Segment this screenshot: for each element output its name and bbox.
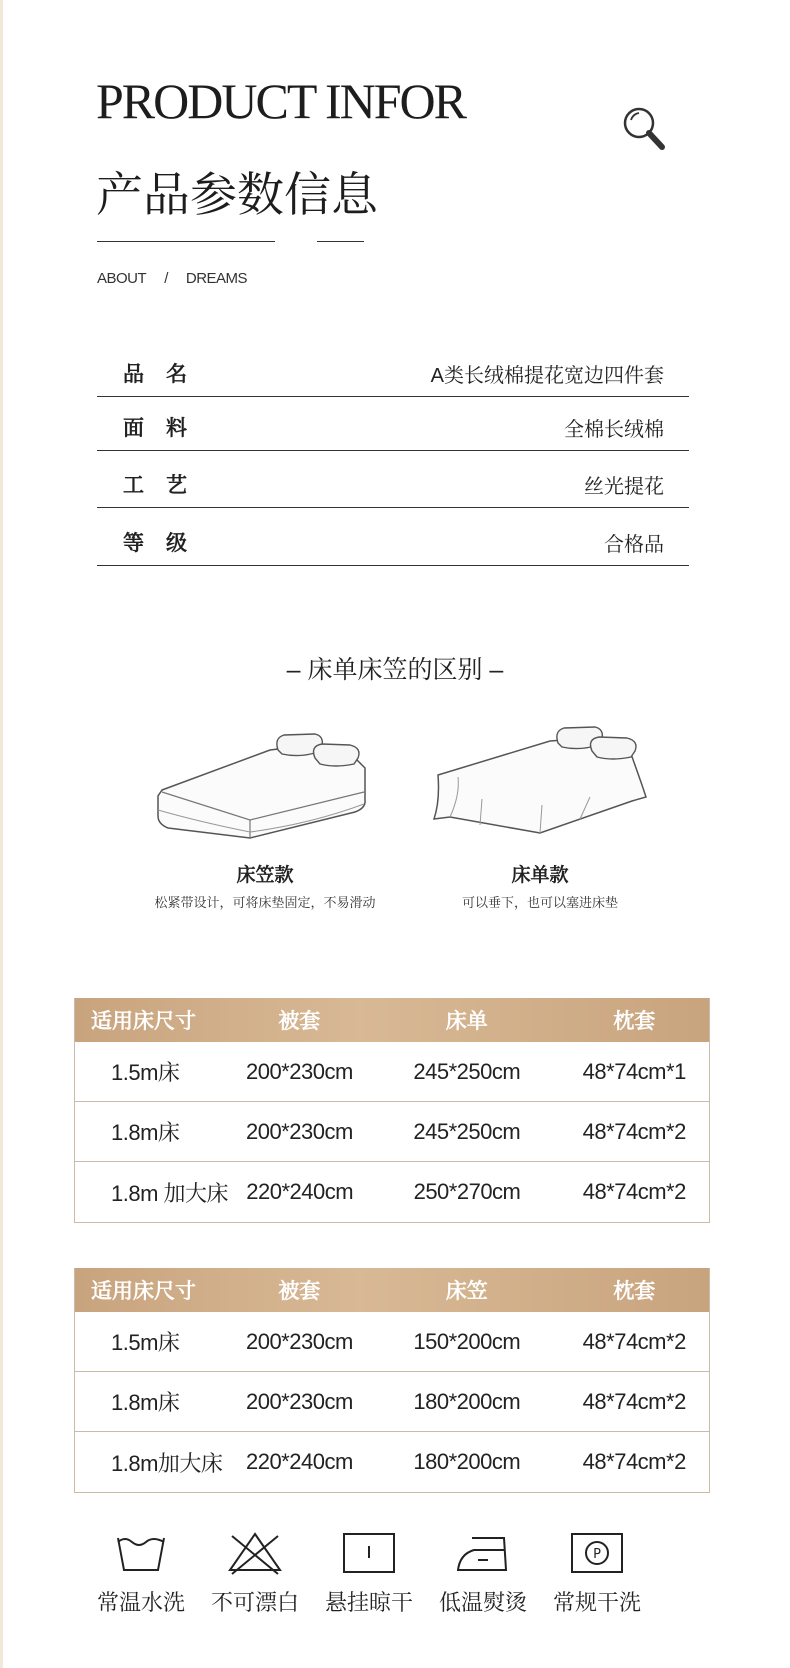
left-edge-strip: [0, 0, 3, 1668]
table-cell: 200*230cm: [245, 1118, 353, 1144]
hero-title-cn: 产品参数信息: [96, 168, 378, 223]
table-cell: 250*270cm: [413, 1179, 521, 1204]
fitted-desc: 松紧带设计，可将床垫固定，不易滑动: [154, 895, 376, 910]
table-row: [75, 1312, 709, 1372]
care-item-bleach: [200, 1530, 310, 1617]
header-cell: 被套: [278, 1010, 321, 1033]
table-cell: 48*74cm*2: [582, 1449, 686, 1474]
table-cell: 1.8m加大床: [111, 1450, 223, 1476]
table-cell: 245*250cm: [413, 1058, 521, 1084]
table-cell: 1.5m床: [111, 1330, 180, 1355]
spec-value: 合格品: [604, 534, 664, 556]
table-row: [75, 1102, 709, 1162]
hero-title-en: PRODUCT INFOR: [96, 73, 465, 129]
table-header: [75, 998, 709, 1042]
header-cell: 适用床尺寸: [91, 1280, 196, 1303]
table-cell: 200*230cm: [245, 1328, 353, 1354]
spec-value: A类长绒棉提花宽边四件套: [430, 365, 664, 387]
flat-name: 床单款: [511, 865, 569, 886]
table-cell: 180*200cm: [413, 1449, 521, 1474]
table-cell: 200*230cm: [245, 1388, 353, 1414]
table-row: [75, 1162, 709, 1222]
spec-label: 品名: [123, 363, 209, 386]
hang-dry-icon: [340, 1530, 398, 1576]
table-cell: 48*74cm*1: [582, 1058, 686, 1084]
spec-row-craft: [97, 451, 689, 508]
search-icon: [620, 105, 668, 153]
difference-title: – 床单床笠的区别 –: [286, 656, 504, 684]
care-item-dryclean: [542, 1530, 652, 1617]
table-cell: 220*240cm: [245, 1449, 353, 1474]
care-label: 低温熨烫: [438, 1590, 527, 1615]
dreams-text: DREAMS: [185, 270, 248, 287]
wash-basin-icon: [112, 1530, 170, 1576]
flat-desc: 可以垂下，也可以塞进床垫: [461, 895, 618, 910]
spec-value: 丝光提花: [584, 476, 664, 498]
table-cell: 180*200cm: [413, 1388, 521, 1414]
spec-label: 面料: [123, 417, 209, 440]
table-cell: 150*200cm: [413, 1328, 521, 1354]
care-label: 常温水洗: [96, 1590, 185, 1615]
about-dreams-caption: [97, 270, 247, 287]
table-cell: 1.8m 加大床: [111, 1180, 229, 1206]
table-header: [75, 1268, 709, 1312]
header-rule-long: [97, 241, 275, 242]
care-label: 常规干洗: [552, 1590, 641, 1615]
spec-label: 等级: [123, 532, 209, 555]
spec-label: 工艺: [123, 474, 209, 497]
fitted-name: 床笠款: [236, 865, 294, 886]
spec-row-grade: [97, 508, 689, 566]
header-cell: 床单: [445, 1010, 488, 1033]
table-cell: 48*74cm*2: [582, 1179, 686, 1204]
spec-row-fabric: [97, 397, 689, 451]
size-table-fitted: [74, 1268, 710, 1493]
care-item-iron: [428, 1530, 538, 1617]
spec-row-name: [97, 341, 689, 397]
table-row: [75, 1042, 709, 1102]
header-cell: 床笠: [445, 1280, 488, 1303]
table-cell: 220*240cm: [246, 1179, 354, 1204]
table-cell: 245*250cm: [413, 1118, 521, 1144]
care-item-wash: [86, 1530, 196, 1617]
about-text: ABOUT: [97, 270, 147, 287]
about-separator: /: [164, 270, 168, 287]
table-cell: 1.8m床: [111, 1390, 180, 1415]
spec-list: [97, 341, 689, 566]
flat-sheet-illustration: [420, 715, 660, 855]
size-table-flat: [74, 998, 710, 1223]
svg-text:P: P: [593, 1547, 601, 1562]
header-cell: 枕套: [613, 1010, 656, 1033]
header-cell: 枕套: [613, 1280, 656, 1303]
dry-clean-icon: [568, 1530, 626, 1576]
no-bleach-icon: [226, 1530, 284, 1576]
header-rule-short: [317, 241, 364, 242]
table-row: [75, 1432, 709, 1492]
fitted-sheet-illustration: [150, 720, 380, 855]
care-label: 不可漂白: [210, 1590, 299, 1615]
table-cell: 1.5m床: [111, 1060, 180, 1085]
header-cell: 适用床尺寸: [91, 1010, 196, 1033]
table-row: [75, 1372, 709, 1432]
table-cell: 48*74cm*2: [582, 1328, 686, 1354]
header-cell: 被套: [278, 1280, 321, 1303]
table-cell: 1.8m床: [111, 1120, 180, 1145]
table-cell: 48*74cm*2: [582, 1388, 686, 1414]
iron-low-icon: [454, 1530, 512, 1576]
table-cell: 48*74cm*2: [582, 1118, 686, 1144]
spec-value: 全棉长绒棉: [564, 419, 664, 441]
care-label: 悬挂晾干: [324, 1590, 413, 1615]
table-cell: 200*230cm: [245, 1058, 353, 1084]
care-item-hang: [314, 1530, 424, 1617]
